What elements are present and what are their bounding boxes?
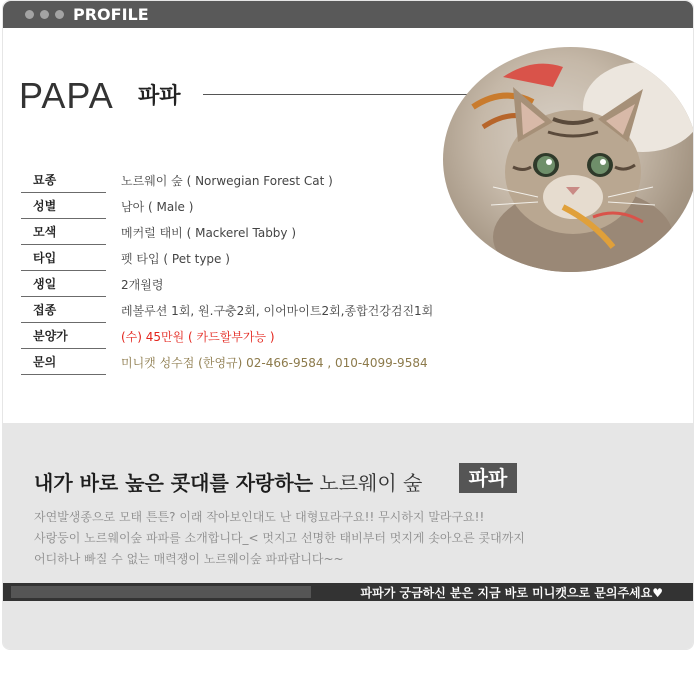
info-row-price bbox=[21, 325, 461, 351]
promo-headline-bold: 내가 바로 높은 콧대를 자랑하는 bbox=[34, 471, 314, 495]
header-title: PROFILE bbox=[73, 5, 149, 24]
promo-line: 사랑둥이 노르웨이숲 파파를 소개합니다_< 멋지고 선명한 태비부터 멋지게 솟아오른 콧대까지 bbox=[34, 531, 525, 545]
profile-card bbox=[2, 0, 694, 650]
contact-value: 미니캣 성수점 (한영규) 02-466-9584 , 010-4099-9584 bbox=[121, 356, 428, 370]
kitten-illustration bbox=[443, 47, 694, 272]
info-row-type bbox=[21, 247, 461, 273]
info-label: 묘종 bbox=[21, 169, 106, 193]
info-label: 성별 bbox=[21, 195, 106, 219]
name-divider bbox=[203, 94, 473, 95]
inquiry-banner-text: 파파가 궁금하신 분은 지금 바로 미니캣으로 문의주세요♥ bbox=[360, 586, 663, 600]
info-value: 레볼루션 1회, 원.구충2회, 이어마이트2회,종합건강검진1회 bbox=[121, 304, 434, 318]
price-value: (수) 45만원 ( 카드할부가능 ) bbox=[121, 330, 275, 344]
promo-description bbox=[34, 507, 525, 570]
info-label: 분양가 bbox=[21, 325, 106, 349]
info-label: 타입 bbox=[21, 247, 106, 271]
info-table bbox=[21, 169, 461, 377]
info-label: 생일 bbox=[21, 273, 106, 297]
dot-icon bbox=[55, 10, 64, 19]
inquiry-banner bbox=[3, 583, 693, 601]
info-row-gender bbox=[21, 195, 461, 221]
kitten-photo bbox=[443, 47, 694, 272]
info-label: 문의 bbox=[21, 351, 106, 375]
info-label: 접종 bbox=[21, 299, 106, 323]
pet-name-en: PAPA bbox=[19, 75, 114, 116]
info-value: 2개월령 bbox=[121, 278, 164, 292]
info-value: 메커럴 태비 ( Mackerel Tabby ) bbox=[121, 226, 297, 240]
info-label: 모색 bbox=[21, 221, 106, 245]
info-value: 펫 타입 ( Pet type ) bbox=[121, 252, 230, 266]
info-row-contact bbox=[21, 351, 461, 377]
promo-line: 자연발생종으로 모태 튼튼? 이래 작아보인대도 난 대형묘라구요!! 무시하지 말라구요!! bbox=[34, 510, 485, 524]
banner-accent bbox=[11, 586, 311, 598]
info-row-birth bbox=[21, 273, 461, 299]
info-value: 남아 ( Male ) bbox=[121, 200, 194, 214]
promo-headline bbox=[34, 467, 422, 496]
promo-line: 어디하나 빠질 수 없는 매력쟁이 노르웨이숲 파파랍니다~~ bbox=[34, 552, 344, 566]
header-dots bbox=[25, 10, 64, 19]
dot-icon bbox=[25, 10, 34, 19]
info-value: 노르웨이 숲 ( Norwegian Forest Cat ) bbox=[121, 174, 333, 188]
info-row-breed bbox=[21, 169, 461, 195]
info-row-vaccination bbox=[21, 299, 461, 325]
promo-headline-light: 노르웨이 숲 bbox=[313, 471, 423, 495]
promo-name-badge: 파파 bbox=[459, 463, 517, 493]
profile-header bbox=[3, 1, 693, 28]
pet-name-ko: 파파 bbox=[138, 84, 181, 109]
info-row-color bbox=[21, 221, 461, 247]
dot-icon bbox=[40, 10, 49, 19]
